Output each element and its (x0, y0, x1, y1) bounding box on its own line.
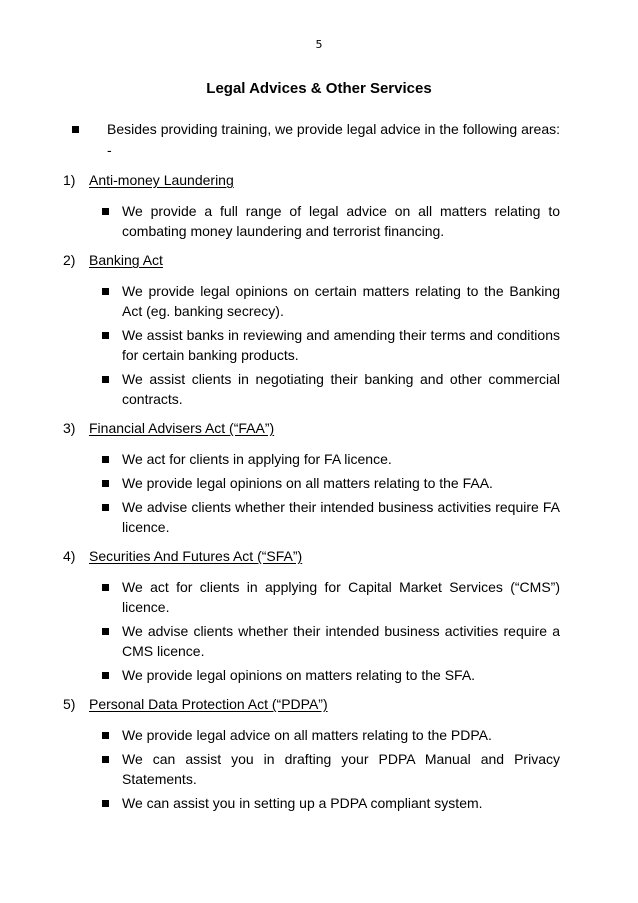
section-title: Personal Data Protection Act (“PDPA”) (89, 696, 328, 712)
section-number: 5) (63, 696, 76, 712)
square-bullet-icon (102, 288, 109, 295)
list-item (122, 369, 560, 409)
square-bullet-icon (102, 504, 109, 511)
bullet-list (0, 449, 638, 537)
list-item (122, 281, 560, 321)
document-body (0, 115, 638, 817)
section-heading (63, 250, 638, 271)
square-bullet-icon (102, 628, 109, 635)
square-bullet-icon (102, 456, 109, 463)
section-title: Anti-money Laundering (89, 172, 234, 188)
list-item-text: We act for clients in applying for Capital Market Services (“CMS”) licence. (122, 579, 560, 615)
list-item (122, 725, 560, 745)
list-item (122, 621, 560, 661)
section-title: Financial Advisers Act (“FAA”) (89, 420, 275, 436)
square-bullet-icon (72, 126, 79, 133)
page-title: Legal Advices & Other Services (206, 80, 432, 97)
list-item (122, 749, 560, 789)
bullet-list (0, 281, 638, 409)
bullet-list (0, 201, 638, 241)
section-heading (63, 546, 638, 567)
section-number: 4) (63, 548, 76, 564)
square-bullet-icon (102, 732, 109, 739)
section-heading (63, 694, 638, 715)
list-item-text: We provide legal opinions on certain matters relating to the Banking Act (eg. banking secrecy). (122, 283, 560, 319)
list-item-text: We can assist you in drafting your PDPA Manual and Privacy Statements. (122, 751, 560, 787)
list-item-text: We advise clients whether their intended business activities require FA licence. (122, 499, 560, 535)
intro-text: Besides providing training, we provide legal advice in the following areas: - (107, 121, 560, 158)
list-item (122, 665, 560, 685)
list-item-text: We provide legal advice on all matters relating to the PDPA. (122, 727, 492, 743)
square-bullet-icon (102, 376, 109, 383)
page-number: 5 (315, 38, 323, 51)
list-item (122, 473, 560, 493)
list-item-text: We provide a full range of legal advice on all matters relating to combating money laundering and terrorist financing. (122, 203, 560, 239)
section-title: Banking Act (89, 252, 163, 268)
list-item-text: We act for clients in applying for FA licence. (122, 451, 392, 467)
section-number: 1) (63, 172, 76, 188)
bullet-list (0, 577, 638, 685)
intro-paragraph (107, 119, 560, 161)
list-item-text: We provide legal opinions on all matters relating to the FAA. (122, 475, 493, 491)
list-item-text: We can assist you in setting up a PDPA compliant system. (122, 795, 483, 811)
list-item (122, 577, 560, 617)
list-item-text: We provide legal opinions on matters relating to the SFA. (122, 667, 476, 683)
square-bullet-icon (102, 800, 109, 807)
list-item-text: We assist banks in reviewing and amending their terms and conditions for certain banking products. (122, 327, 560, 363)
bullet-list (0, 725, 638, 813)
section-securities-and-futures-act (0, 546, 638, 685)
square-bullet-icon (102, 332, 109, 339)
section-number: 3) (63, 420, 76, 436)
list-item (122, 793, 560, 813)
list-item (122, 449, 560, 469)
section-personal-data-protection-act (0, 694, 638, 813)
section-banking-act (0, 250, 638, 409)
list-item-text: We advise clients whether their intended business activities require a CMS licence. (122, 623, 560, 659)
section-number: 2) (63, 252, 76, 268)
square-bullet-icon (102, 480, 109, 487)
list-item (122, 497, 560, 537)
section-heading (63, 418, 638, 439)
square-bullet-icon (102, 672, 109, 679)
square-bullet-icon (102, 584, 109, 591)
section-heading (63, 170, 638, 191)
section-title: Securities And Futures Act (“SFA”) (89, 548, 303, 564)
square-bullet-icon (102, 756, 109, 763)
square-bullet-icon (102, 208, 109, 215)
list-item (122, 325, 560, 365)
list-item-text: We assist clients in negotiating their banking and other commercial contracts. (122, 371, 560, 407)
list-item (122, 201, 560, 241)
section-anti-money-laundering (0, 170, 638, 241)
section-financial-advisers-act (0, 418, 638, 537)
